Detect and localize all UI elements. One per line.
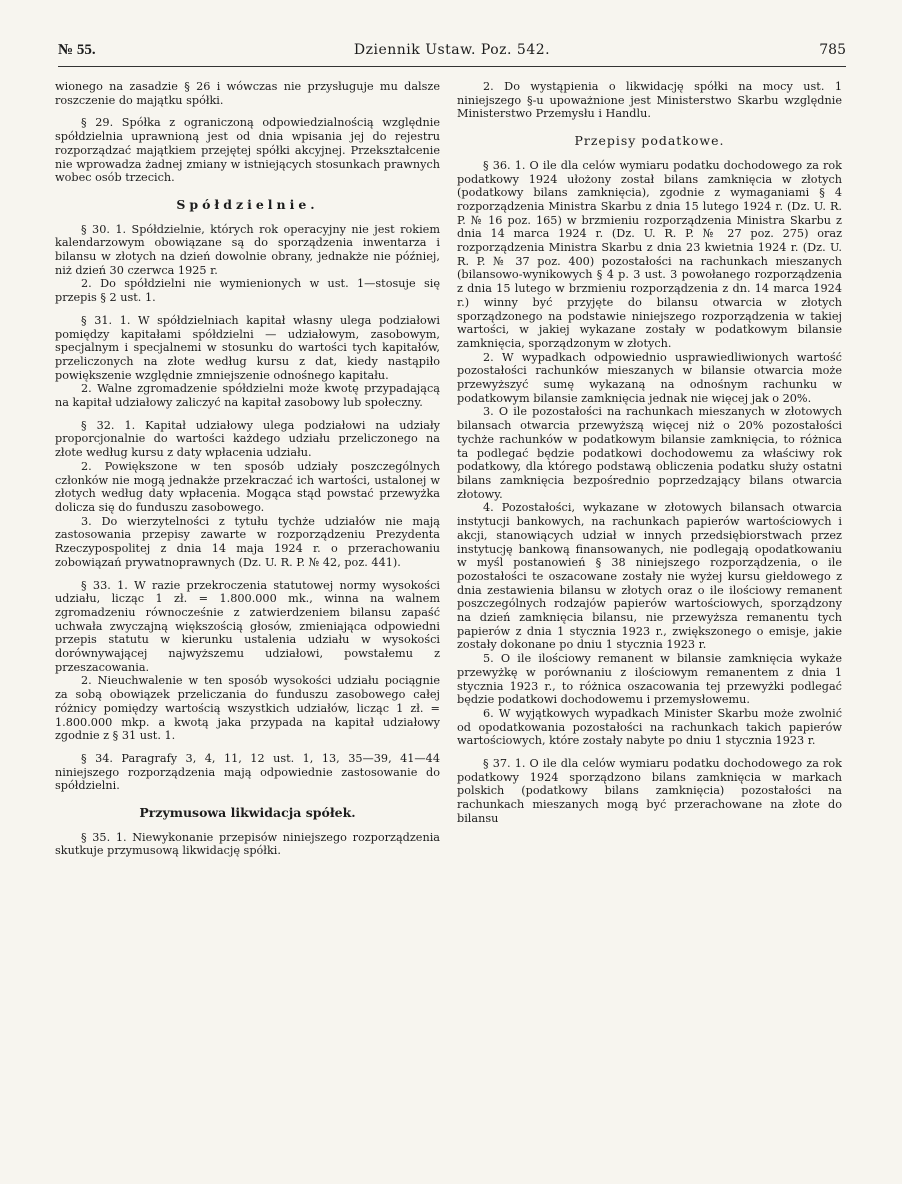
page-number: 785 [819, 42, 846, 58]
paragraph: § 37. 1. O ile dla celów wymiaru podatku dochodowego za rok podatkowy 1924 sporządzono bilans zamknięcia w markach polskich (podatkowy bilans zamknięcia) pozostałości na rachunkach mieszanych mogą być przerachowane na złote do bilansu [457, 757, 842, 825]
right-column [457, 80, 842, 826]
section-heading: Przymusowa likwidacja spółek. [139, 805, 356, 821]
paragraph: 5. O ile ilościowy remanent w bilansie zamknięcia wykaże przewyżkę w porównaniu z ilościowym remanentem z dnia 1 stycznia 1923 r., to różnica oszacowania tej przewyżki podlegać będzie podatkowi dochodowemu i przemysłowemu. [457, 652, 842, 707]
paragraph: 4. Pozostałości, wykazane w złotowych bilansach otwarcia instytucji bankowych, na rachunkach papierów wartościowych i akcji, stanowiących udział w innych przedsiębiorstwach przez instytucję bankową finansowanych, nie podlegają opodatkowaniu w myśl postanowień § 38 niniejszego rozporządzenia, o ile pozostałości te oszacowane zostały nie wyżej kursu giełdowego z dnia zestawienia bilansu w złotych oraz o ile ilościowy remanent poszczególnych rodzajów papierów wartościowych, sporządzony na dzień zamknięcia bilansu, nie przewyższa remanentu tych papierów z dnia 1 stycznia 1923 r., zwiększonego o emisje, jakie zostały dokonane po dniu 1 stycznia 1923 r. [457, 501, 842, 652]
paragraph: § 35. 1. Niewykonanie przepisów niniejszego rozporządzenia skutkuje przymusową likwidację spółki. [55, 830, 440, 858]
paragraph: § 30. 1. Spółdzielnie, których rok operacyjny nie jest rokiem kalendarzowym obowiązane są do sporządzenia inwentarza i bilansu w złotych na dzień dowolnie obrany, jednakże nie później, niż dzień 30 czerwca 1925 r. [55, 222, 440, 277]
paragraph: § 33. 1. W razie przekroczenia statutowej normy wysokości udziału, licząc 1 zł. = 1.800.000 mk., winna na walnem zgromadzeniu równocześnie z zatwierdzeniem bilansu zapaść uchwała zwyczajną większością głosów, zmieniająca odpowiedni przepis statutu w kierunku ustalenia udziału w wysokości dorównywającej najwyższemu udziałowi, powstałemu z przeszacowania. [55, 578, 440, 674]
paragraph: wionego na zasadzie § 26 i wówczas nie przysługuje mu dalsze roszczenie do majątku spółki. [55, 80, 440, 107]
paragraph: 2. Powiększone w ten sposób udziały poszczególnych członków nie mogą jednakże przekraczać ich wartości, ustalonej w złotych według daty wpłacenia. Mogąca stąd powstać przewyżka dolicza się do funduszu zasobowego. [55, 459, 440, 514]
paragraph: § 31. 1. W spółdzielniach kapitał własny ulega podziałowi pomiędzy kapitałami spółdzielni — udziałowym, zasobowym, specjalnym i specjalnemi w stosunku do wartości tych kapitałów, przeliczonych na złote według kursu z dat, kiedy nastąpiło powiększenie względnie zmniejszenie odnośnego kapitału. [55, 313, 440, 382]
paragraph: 3. Do wierzytelności z tytułu tychże udziałów nie mają zastosowania przepisy zawarte w rozporządzeniu Prezydenta Rzeczypospolitej z dnia 14 maja 1924 r. o przerachowaniu zobowiązań prywatnoprawnych (Dz. U. R. P. № 42, poz. 441). [55, 514, 440, 569]
left-column [55, 80, 440, 858]
journal-title: Dziennik Ustaw. Poz. 542. [353, 42, 551, 58]
paragraph: § 34. Paragrafy 3, 4, 11, 12 ust. 1, 13, 35—39, 41—44 niniejszego rozporządzenia mają odpowiednie zastosowanie do spółdzielni. [55, 751, 440, 793]
paragraph: 2. Walne zgromadzenie spółdzielni może kwotę przypadającą na kapitał udziałowy zaliczyć na kapitał zasobowy lub społeczny. [55, 382, 440, 410]
paragraph: § 29. Spółka z ograniczoną odpowiedzialnością względnie spółdzielnia uprawnioną jest od dnia wpisania jej do rejestru rozporządzać majątkiem przejętej spółki akcyjnej. Przekształcenie nie wprowadza żadnej zmiany w istniejących stosunkach prawnych wobec osób trzecich. [55, 116, 440, 185]
paragraph: 2. Nieuchwalenie w ten sposób wysokości udziału pociągnie za sobą obowiązek przeliczania do funduszu zasobowego całej różnicy pomiędzy wartością wszystkich udziałów, licząc 1 zł. = 1.800.000 mkp. a kwotą jaka przypada na kapitał udziałowy zgodnie z § 31 ust. 1. [55, 674, 440, 743]
section-heading: Spółdzielnie. [176, 196, 319, 212]
paragraph: § 32. 1. Kapitał udziałowy ulega podziałowi na udziały proporcjonalnie do wartości każdego udziału przeliczonego na złote według kursu z daty wpłacenia udziału. [55, 418, 440, 460]
paragraph: 2. Do wystąpienia o likwidację spółki na mocy ust. 1 niniejszego §-u upoważnione jest Ministerstwo Skarbu względnie Ministerstwo Przemysłu i Handlu. [457, 80, 842, 121]
issue-number: № 55. [58, 42, 96, 58]
paragraph: 6. W wyjątkowych wypadkach Minister Skarbu może zwolnić od opodatkowania pozostałości na rachunkach takich papierów wartościowych, które zostały nabyte po dniu 1 stycznia 1923 r. [457, 706, 842, 748]
paragraph: 3. O ile pozostałości na rachunkach mieszanych w złotowych bilansach otwarcia przewyższą więcej niż o 20% pozostałości tychże rachunków w podatkowym bilansie zamknięcia, to różnica ta podlegać będzie podatkowi dochodowemu za właściwy rok podatkowy, dla którego podstawą obliczenia podatku służy ostatni bilans zamknięcia bezpośrednio poprzedzający bilans otwarcia złotowy. [457, 405, 842, 501]
section-heading: Przepisy podatkowe. [574, 133, 725, 149]
paragraph: 2. Do spółdzielni nie wymienionych w ust. 1—stosuje się przepis § 2 ust. 1. [55, 277, 440, 305]
paragraph: § 36. 1. O ile dla celów wymiaru podatku dochodowego za rok podatkowy 1924 ułożony został bilans zamknięcia w złotych (podatkowy bilans zamknięcia), zgodnie z wymaganiami § 4 rozporządzenia Ministra Skarbu z dnia 15 lutego 1924 r. (Dz. U. R. P. № 16 poz. 165) w brzmieniu rozporządzenia Ministra Skarbu z dnia 14 marca 1924 r. (Dz. U. R. P. № 27 poz. 275) oraz rozporządzenia Ministra Skarbu z dnia 23 kwietnia 1924 r. (Dz. U. R. P. № 37 poz. 400) pozostałości na rachunkach mieszanych (bilansowo-wynikowych § 4 p. 3 ust. 3 powołanego rozporządzenia z dnia 15 lutego w brzmieniu rozporządzenia z dn. 14 marca 1924 r.) winny być przyjęte do bilansu otwarcia w złotych sporządzonego na podstawie niniejszego rozporządzenia w takiej wartości, w jakiej wykazane zostały w podatkowym bilansie zamknięcia, sporządzonym w złotych. [457, 158, 842, 350]
page-header [58, 38, 846, 67]
paragraph: 2. W wypadkach odpowiednio usprawiedliwionych wartość pozostałości rachunków mieszanych w bilansie otwarcia może przewyższyć sumę wykazaną na odnośnym rachunku w podatkowym bilansie zamknięcia jednak nie więcej jak o 20%. [457, 350, 842, 405]
